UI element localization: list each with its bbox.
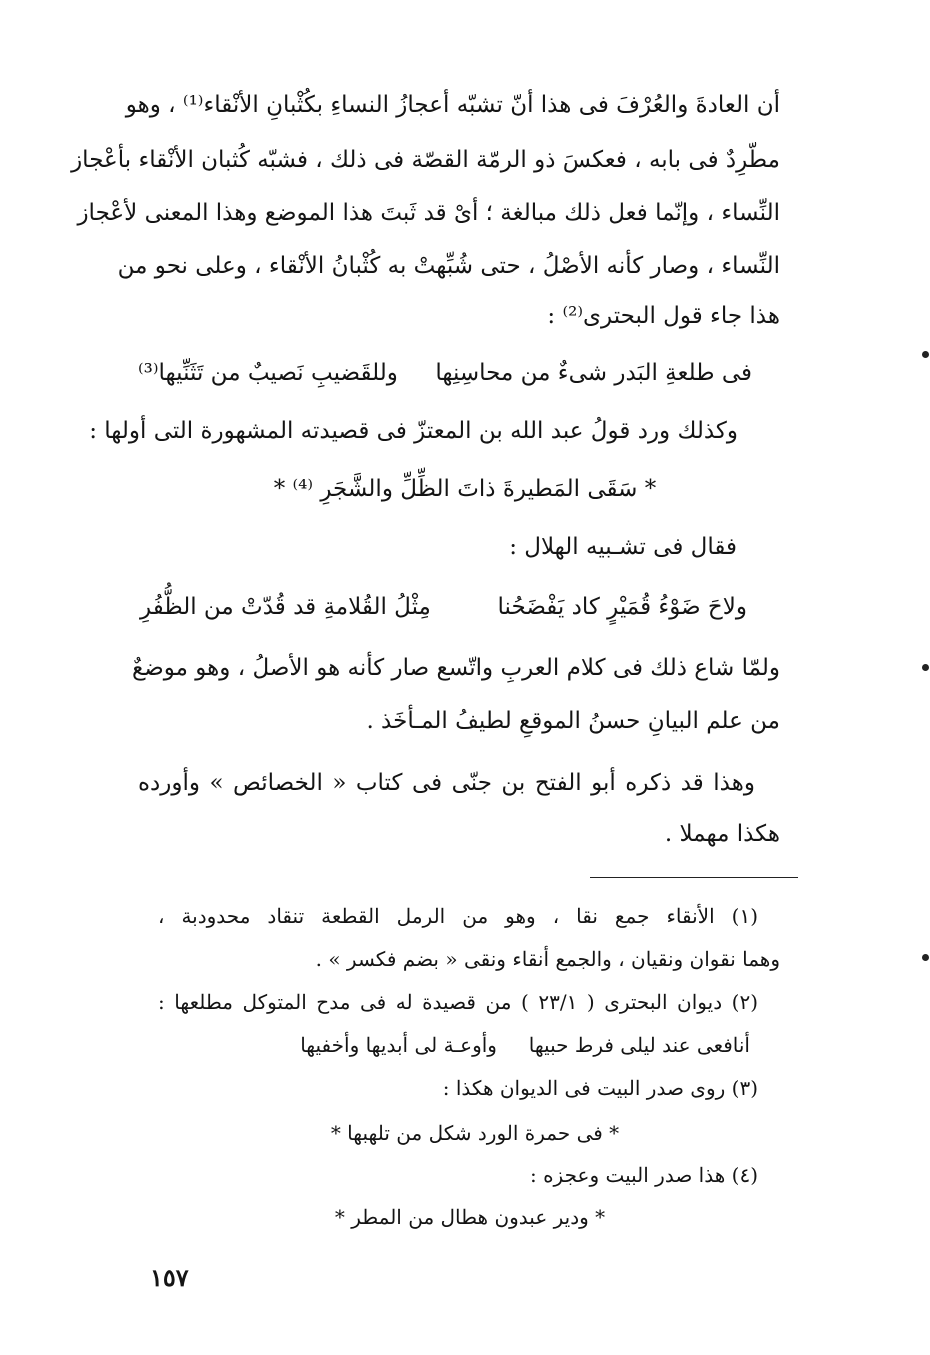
margin-mark: [922, 351, 929, 358]
text-line: وهذا قد ذكره أبو الفتح بن جنّى فى كتاب « الخصائص » وأورده: [138, 770, 755, 796]
page-number: ١٥٧: [150, 1263, 189, 1292]
text-line: من علم البيانِ حسنُ الموقعِ لطيفُ المـأخَذ .: [366, 708, 780, 734]
verse-1-second-hemistich: وللقَضيبِ نَصيبٌ من تَثَنِّيها⁽³⁾: [138, 360, 398, 386]
verse-2: * سَقَى المَطيرةَ ذاتَ الظِّلِّ والشَّجَرِ ⁽⁴⁾ *: [273, 476, 657, 502]
text-line: ولمّا شاع ذلك فى كلام العربِ واتّسع صار كأنه هو الأصلُ ، وهو موضعٌ: [132, 655, 780, 681]
text-line: النِّساء ، وصار كأنه الأصْلُ ، حتى شُبِّهتْ به كُثْبانُ الأنْقاء ، وعلى نحو من: [117, 253, 780, 279]
text-line: هكذا مهملا .: [664, 821, 780, 847]
footnote-2-verse: أنافعى عند ليلى فرط حبيها وأوعـة لى أبديها وأخفيها: [300, 1033, 750, 1057]
footnote-1-line: (١) الأنقاء جمع نقا ، وهو من الرمل القطعة تنقاد محدودبة ،: [158, 904, 758, 928]
footnote-4-line: (٤) هذا صدر البيت وعجزه :: [529, 1163, 758, 1187]
footnote-2-line: (٢) ديوان البحترى ( ٢٣/١ ) من قصيدة له فى مدح المتوكل مطلعها :: [158, 990, 758, 1014]
margin-mark: [922, 954, 929, 961]
text-line: النِّساء ، وإنّما فعل ذلك مبالغة ؛ أىْ قد ثَبتَ هذا الموضع وهذا المعنى لأعْجاز: [77, 200, 780, 226]
text-line: أن العادةَ والعُرْفَ فى هذا أنّ تشبّه أعجازُ النساءِ بكُثْبانِ الأنْقاء⁽¹⁾ ، وهو: [125, 92, 780, 118]
verse-1-first-hemistich: فى طلعةِ البَدر شىءٌ من محاسِنِها: [435, 360, 752, 386]
footnote-3-verse: * فى حمرة الورد شكل من تلهبها *: [330, 1121, 620, 1145]
footnote-separator: [590, 877, 798, 878]
text-line: هذا جاء قول البحترى⁽²⁾ :: [547, 303, 780, 329]
verse-3-first-hemistich: ولاحَ ضَوْءُ قُمَيْرٍ كاد يَفْضَحُنا: [497, 594, 747, 620]
footnote-3-line: (٣) روى صدر البيت فى الديوان هكذا :: [442, 1076, 758, 1100]
text-line: وكذلك ورد قولُ عبد الله بن المعتزّ فى قصيدته المشهورة التى أولها :: [89, 418, 738, 444]
text-line: مطّرِدٌ فى بابه ، فعكسَ ذو الرمّة القصّة فى ذلك ، فشبّه كُثبان الأنْقاء بأعْجاز: [71, 147, 780, 173]
verse-3-second-hemistich: مِثْلُ القُلامةِ قد قُدّتْ من الظُّفُرِ: [140, 594, 431, 620]
text-line: فقال فى تشـبيه الهلال :: [509, 534, 737, 560]
margin-mark: [922, 664, 929, 671]
footnote-4-verse: * ودير عبدون هطال من المطر *: [334, 1205, 606, 1229]
footnote-1-line: وهما نقوان ونقيان ، والجمع أنقاء ونقى « بضم فكسر » .: [315, 947, 780, 971]
